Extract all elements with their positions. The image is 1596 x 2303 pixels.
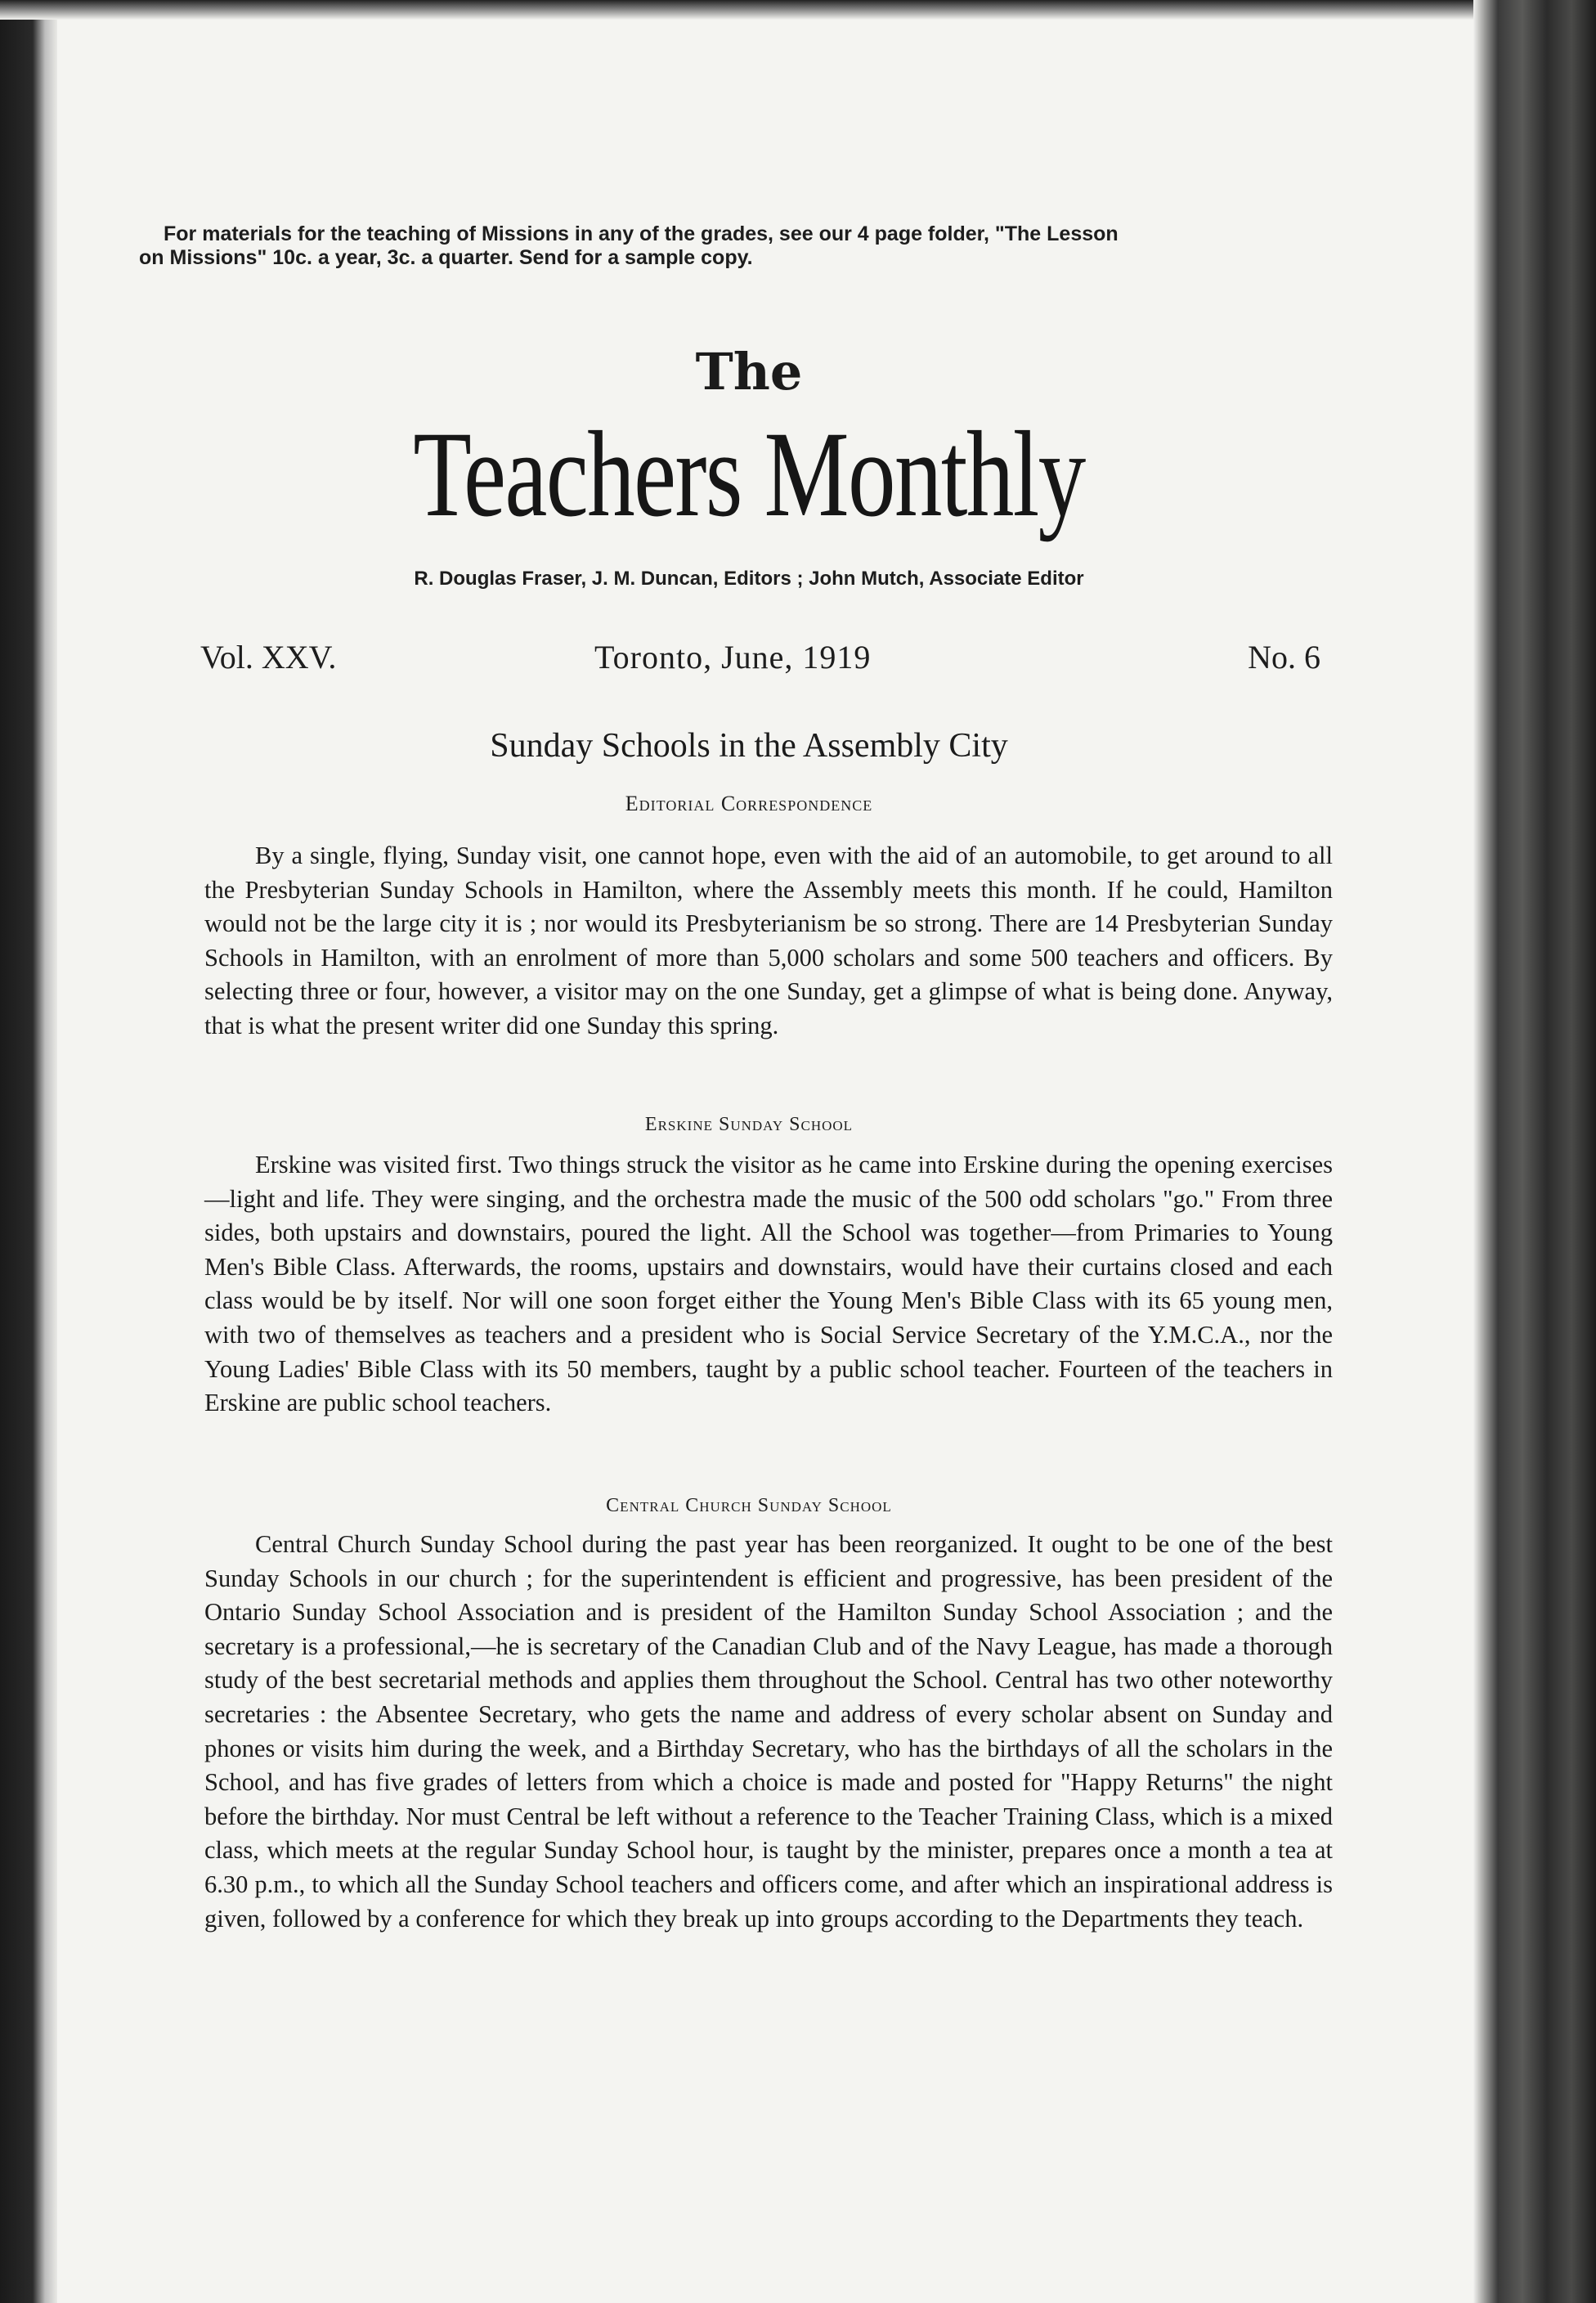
section-body-erskine: Erskine was visited first. Two things struck the visitor as he came into Erskine during the opening exercises—light and life. They were singing, and the orchestra made the music of the 500 odd scholars "go." From three sides, both upstairs and downstairs, poured the light. All the School was together—from Primaries to Young Men's Bible Class. Afterwards, the rooms, upstairs and downstairs, would have their curtains closed and each class would be by itself. Nor will one soon forget either the Young Men's Bible Class with its 65 young men, with two of themselves as teachers and a president who is Social Service Secretary of the Y.M.C.A., nor the Young Ladies' Bible Class with its 50 members, taught by a public school teacher. Fourteen of the teachers in Erskine are public school teachers. [204,1151,1333,1417]
article-subtitle: Editorial Correspondence [625,792,873,815]
section-heading-erskine: Erskine Sunday School [644,1114,854,1135]
missions-notice [139,222,1325,270]
intro-paragraph: By a single, flying, Sunday visit, one cannot hope, even with the aid of an automobile, to get around to all the Presbyterian Sunday Schools in Hamilton, where the Assembly meets this month. If he could, Hamilton would not be the large city it is ; nor would its Presbyterianism be so strong. There are 14 Presbyterian Sunday Schools in Hamilton, with an enrolment of more than 5,000 scholars and some 500 teachers and officers. By selecting three or four, however, a visitor may on the one Sunday, get a glimpse of what is being done. Anyway, that is what the present writer did one Sunday this spring. [204,842,1333,1039]
section-body-central: Central Church Sunday School during the past year has been reorganized. It ought to be one of the best Sunday Schools in our church ; for the superintendent is efficient and progressive, has been president of the Ontario Sunday School Association and is president of the Hamilton Sunday School Association ; and the secretary is a professional,—he is secretary of the Canadian Club and of the Navy League, has made a thorough study of the best secretarial methods and applies them throughout the School. Central has two other noteworthy secretaries : the Absentee Secretary, who gets the name and address of every scholar absent on Sunday and phones or visits him during the week, and a Birthday Secretary, who has the birthdays of all the scholars in the School, and has five grades of letters from which a choice is made and posted for "Happy Returns" the night before the birthday. Nor must Central be left without a reference to the Teacher Training Class, which is a mixed class, which meets at the regular Sunday School hour, is taught by the minister, prepares once a month a tea at 6.30 p.m., to which all the Sunday School teachers and officers come, and after which an inspirational address is given, followed by a conference for which they break up into groups according to the Departments they teach. [204,1530,1333,1933]
dateline: Toronto, June, 1919 [594,639,872,676]
masthead-title: Teachers Monthly [413,406,1085,542]
issue-number: No. 6 [1248,639,1320,676]
article-title: Sunday Schools in the Assembly City [490,727,1008,765]
missions-notice-line-2: on Missions" 10c. a year, 3c. a quarter. Send for a sample copy. [139,246,753,269]
scan-top-edge [0,0,1596,20]
editors-line: R. Douglas Fraser, J. M. Duncan, Editors ; John Mutch, Associate Editor [414,568,1084,590]
missions-notice-line-1: For materials for the teaching of Missions in any of the grades, see our 4 page folder, "The Lesson [164,222,1119,245]
section-heading-central: Central Church Sunday School [606,1495,892,1516]
masthead-the: The [695,342,803,402]
volume-number: Vol. XXV. [200,639,337,676]
